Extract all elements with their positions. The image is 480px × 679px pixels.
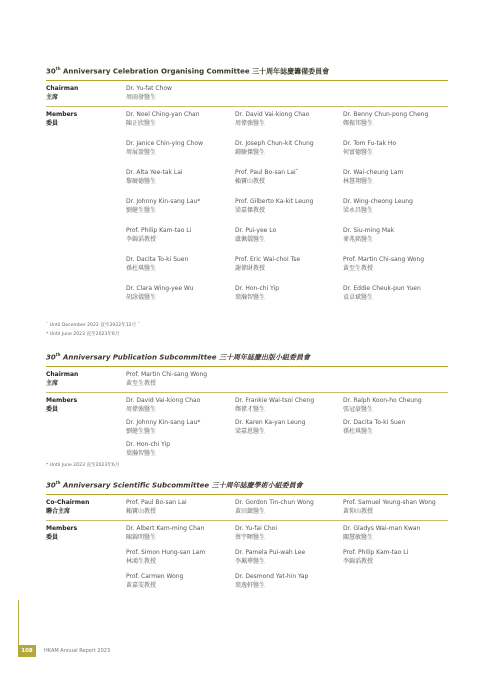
member-entry [235, 284, 279, 302]
member-name-zh: 何富德醫生 [343, 149, 374, 156]
member-name-en: Dr. Dacita To-ki Suen [126, 256, 189, 263]
member-name-zh: 劉健生醫生 [126, 428, 157, 435]
member-name-en: Prof. Paul Bo-san Laiˆ [235, 169, 299, 176]
member-entry [126, 498, 187, 516]
member-name-zh: 黎爾德醫生 [126, 178, 157, 185]
member-entry [126, 396, 200, 414]
member-name-en: Dr. Hon-chi Yip [126, 441, 171, 448]
member-entry [126, 197, 200, 215]
member-entry [235, 139, 314, 157]
member-entry [126, 548, 205, 566]
member-entry [235, 197, 313, 215]
member-entry [126, 255, 188, 273]
footnote: ˆ Until December 2022 直至2022年12月 ˆ [46, 323, 140, 328]
member-name-zh: 黃仰山教授 [343, 508, 374, 515]
member-name-en: Prof. Philip Kam-tao Li [343, 549, 409, 556]
member-name-en: Dr. David Vai-kiong Chao [126, 397, 201, 404]
section-rule [46, 494, 448, 495]
title-number: 30 [46, 67, 56, 76]
member-name-en: Prof. Eric Wai-choi Tse [235, 256, 301, 263]
member-entry [235, 524, 277, 542]
member-name-en: Dr. Noel Ching-yan Chan [126, 111, 200, 118]
section-rule [46, 366, 448, 367]
title-number: 30 [46, 353, 56, 362]
member-name-zh: 蔡宇暉醫生 [235, 534, 266, 541]
member-name-zh: 鄭偉才醫生 [235, 406, 266, 413]
member-name-zh: 關慧敏醫生 [343, 534, 374, 541]
member-entry [343, 418, 405, 436]
member-entry [343, 139, 396, 157]
member-name-en: Dr. Dacita To-ki Suen [343, 419, 406, 426]
member-name-en: Dr. Hon-chi Yip [235, 285, 280, 292]
member-name-zh: 胡詠儀醫生 [126, 294, 157, 301]
member-name-en: Prof. Gilberto Ka-kit Leung [235, 198, 314, 205]
row-divider [46, 392, 448, 393]
member-entry [126, 418, 200, 436]
member-name-zh: 陳正欣醫生 [126, 120, 157, 127]
member-name-en: Dr. Pamela Pui-wah Lee [235, 549, 306, 556]
member-name-en: Dr. Wai-cheung Lam [343, 169, 404, 176]
member-name-zh: 黃至生教授 [343, 265, 374, 272]
member-name-zh: 孫杜琪醫生 [126, 265, 157, 272]
member-name-zh: 周偉強醫生 [126, 406, 157, 413]
member-entry [126, 139, 203, 157]
title-number: 30 [46, 481, 56, 490]
member-name-en: Dr. Wing-cheong Leung [343, 198, 413, 205]
title-superscript: th [55, 66, 61, 71]
member-name-en: Dr. Eddie Cheuk-pun Yuen [343, 285, 421, 292]
section-title-publication-subcommittee [46, 352, 310, 362]
member-name-en: Dr. Pui-yee Lo [235, 227, 277, 234]
member-name-zh: 黃田鎮醫生 [235, 508, 266, 515]
member-name-en: Prof. Simon Hung-san Lam [126, 549, 206, 556]
title-superscript: th [55, 352, 61, 357]
co-chairmen-label: Co-Chairmen 聯合主席 [46, 499, 90, 515]
member-entry [235, 255, 300, 273]
member-name-en: Dr. Benny Chun-pong Cheng [343, 111, 429, 118]
members-label: Members 委員 [46, 525, 78, 541]
member-name-zh: 鄭振邦醫生 [343, 120, 374, 127]
footer-accent-line [18, 600, 19, 645]
member-name-zh: 葉瀚智醫生 [126, 450, 157, 457]
member-name-zh: 陳錦明醫生 [126, 534, 157, 541]
member-name-en: Prof. Philip Kam-tao Li [126, 227, 192, 234]
footnote: * Until June 2023 直至2023年6月 [46, 463, 120, 468]
member-name-zh: 李錦滔教授 [126, 236, 157, 243]
section-title-scientific-subcommittee [46, 480, 303, 490]
members-label: Members 委員 [46, 111, 78, 127]
member-name-en: Prof. Martin Chi-sang Wong [343, 256, 425, 263]
member-name-en: Dr. Ralph Koon-ho Cheung [343, 397, 422, 404]
row-divider [46, 106, 448, 107]
member-name-en: Prof. Carmen Wong [126, 573, 184, 580]
member-name-zh: 盧佩儀醫生 [235, 236, 266, 243]
member-name-en: Dr. Johnny Kin-sang Lau* [126, 419, 201, 426]
member-entry [235, 168, 299, 186]
member-name-zh: 鍾駿傑醫生 [235, 149, 266, 156]
member-name-zh: 張冠豪醫生 [343, 406, 374, 413]
section-rule [46, 80, 448, 81]
member-entry [343, 524, 420, 542]
member-entry [343, 255, 424, 273]
member-name-zh: 劉健生醫生 [126, 207, 157, 214]
member-name-en: Dr. Alta Yee-tak Lai [126, 169, 183, 176]
member-name-en: Dr. Tom Fu-tak Ho [343, 140, 397, 147]
title-superscript: th [55, 480, 61, 485]
member-name-zh: 周偉強醫生 [235, 120, 266, 127]
member-name-en: Dr. Karen Ka-yan Leung [235, 419, 306, 426]
member-entry [126, 226, 191, 244]
member-entry [235, 572, 308, 590]
member-name-en: Dr. Clara Wing-yee Wu [126, 285, 194, 292]
member-name-zh: 梁永昌醫生 [343, 207, 374, 214]
chairman-name: Prof. Martin Chi-sang Wong 黃至生教授 [126, 371, 208, 387]
member-name-en: Prof. Paul Bo-san Lai [126, 499, 187, 506]
member-name-zh: 周展盈醫生 [126, 149, 157, 156]
section-title-organising-committee [46, 66, 329, 76]
member-entry [235, 396, 314, 414]
member-entry [126, 110, 200, 128]
member-entry [235, 418, 305, 436]
page-number: 108 [18, 645, 36, 657]
member-name-zh: 林鴻生教授 [126, 558, 157, 565]
member-entry [126, 440, 170, 458]
report-title: HKAM Annual Report 2023 [44, 648, 111, 654]
member-name-en: Dr. Joseph Chun-kit Chung [235, 140, 314, 147]
member-name-en: Dr. Albert Kam-ming Chan [126, 525, 205, 532]
member-entry [126, 168, 183, 186]
chairman-label: Chairman 主席 [46, 371, 79, 387]
member-name-en: Dr. Gladys Wai-man Kwan [343, 525, 421, 532]
member-name-zh: 賴寶山教授 [235, 178, 266, 185]
member-entry [126, 284, 193, 302]
member-name-zh: 袁卓斌醫生 [343, 294, 374, 301]
chairman-label: Chairman 主席 [46, 85, 79, 101]
member-entry [343, 197, 413, 215]
member-name-en: Dr. David Vai-kiong Chao [235, 111, 310, 118]
member-entry [235, 498, 314, 516]
member-name-en: Dr. Gordon Tin-chun Wong [235, 499, 314, 506]
member-name-zh: 李珮華醫生 [235, 558, 266, 565]
member-entry [343, 226, 394, 244]
member-name-zh: 梁嘉恩醫生 [235, 428, 266, 435]
member-name-en: Dr. Frankie Wai-tsoi Cheng [235, 397, 315, 404]
member-name-zh: 麥兆銘醫生 [343, 236, 374, 243]
members-label: Members 委員 [46, 397, 78, 413]
member-name-en: Dr. Johnny Kin-sang Lau* [126, 198, 201, 205]
member-entry [126, 572, 183, 590]
member-name-zh: 葉瀚智醫生 [235, 294, 266, 301]
member-name-zh: 葉逸軒醫生 [235, 582, 266, 589]
member-name-zh: 謝偉財教授 [235, 265, 266, 272]
member-name-en: Dr. Yu-fai Choi [235, 525, 277, 532]
row-divider [46, 520, 448, 521]
member-name-zh: 李錦滔教授 [343, 558, 374, 565]
member-entry [235, 110, 309, 128]
footnote: * Until June 2023 直至2023年6月 [46, 332, 120, 337]
member-name-zh: 賴寶山教授 [126, 508, 157, 515]
title-text: Anniversary Publication Subcommittee 三十周年誌慶出版小組委員會 [60, 353, 310, 362]
member-entry [343, 548, 408, 566]
chairman-name: Dr. Yu-fat Chow 周雨發醫生 [126, 85, 172, 101]
member-entry [343, 396, 422, 414]
title-text: Anniversary Celebration Organising Committee 三十周年誌慶籌備委員會 [60, 67, 330, 76]
member-name-en: Dr. Siu-ming Mak [343, 227, 395, 234]
member-name-zh: 孫杜琪醫生 [343, 428, 374, 435]
member-entry [343, 168, 403, 186]
member-name-zh: 黃嘉雯教授 [126, 582, 157, 589]
member-name-en: Dr. Desmond Yat-hin Yap [235, 573, 309, 580]
member-name-zh: 林慧翔醫生 [343, 178, 374, 185]
member-name-en: Dr. Janice Chin-ying Chow [126, 140, 203, 147]
member-name-zh: 梁嘉傑教授 [235, 207, 266, 214]
member-entry [235, 226, 276, 244]
member-entry [343, 110, 428, 128]
member-entry [343, 284, 421, 302]
title-text: Anniversary Scientific Subcommittee 三十周年誌慶學術小組委員會 [60, 481, 303, 490]
member-entry [126, 524, 204, 542]
member-entry [343, 498, 436, 516]
member-name-en: Prof. Samuel Yeung-shan Wong [343, 499, 436, 506]
member-entry [235, 548, 305, 566]
